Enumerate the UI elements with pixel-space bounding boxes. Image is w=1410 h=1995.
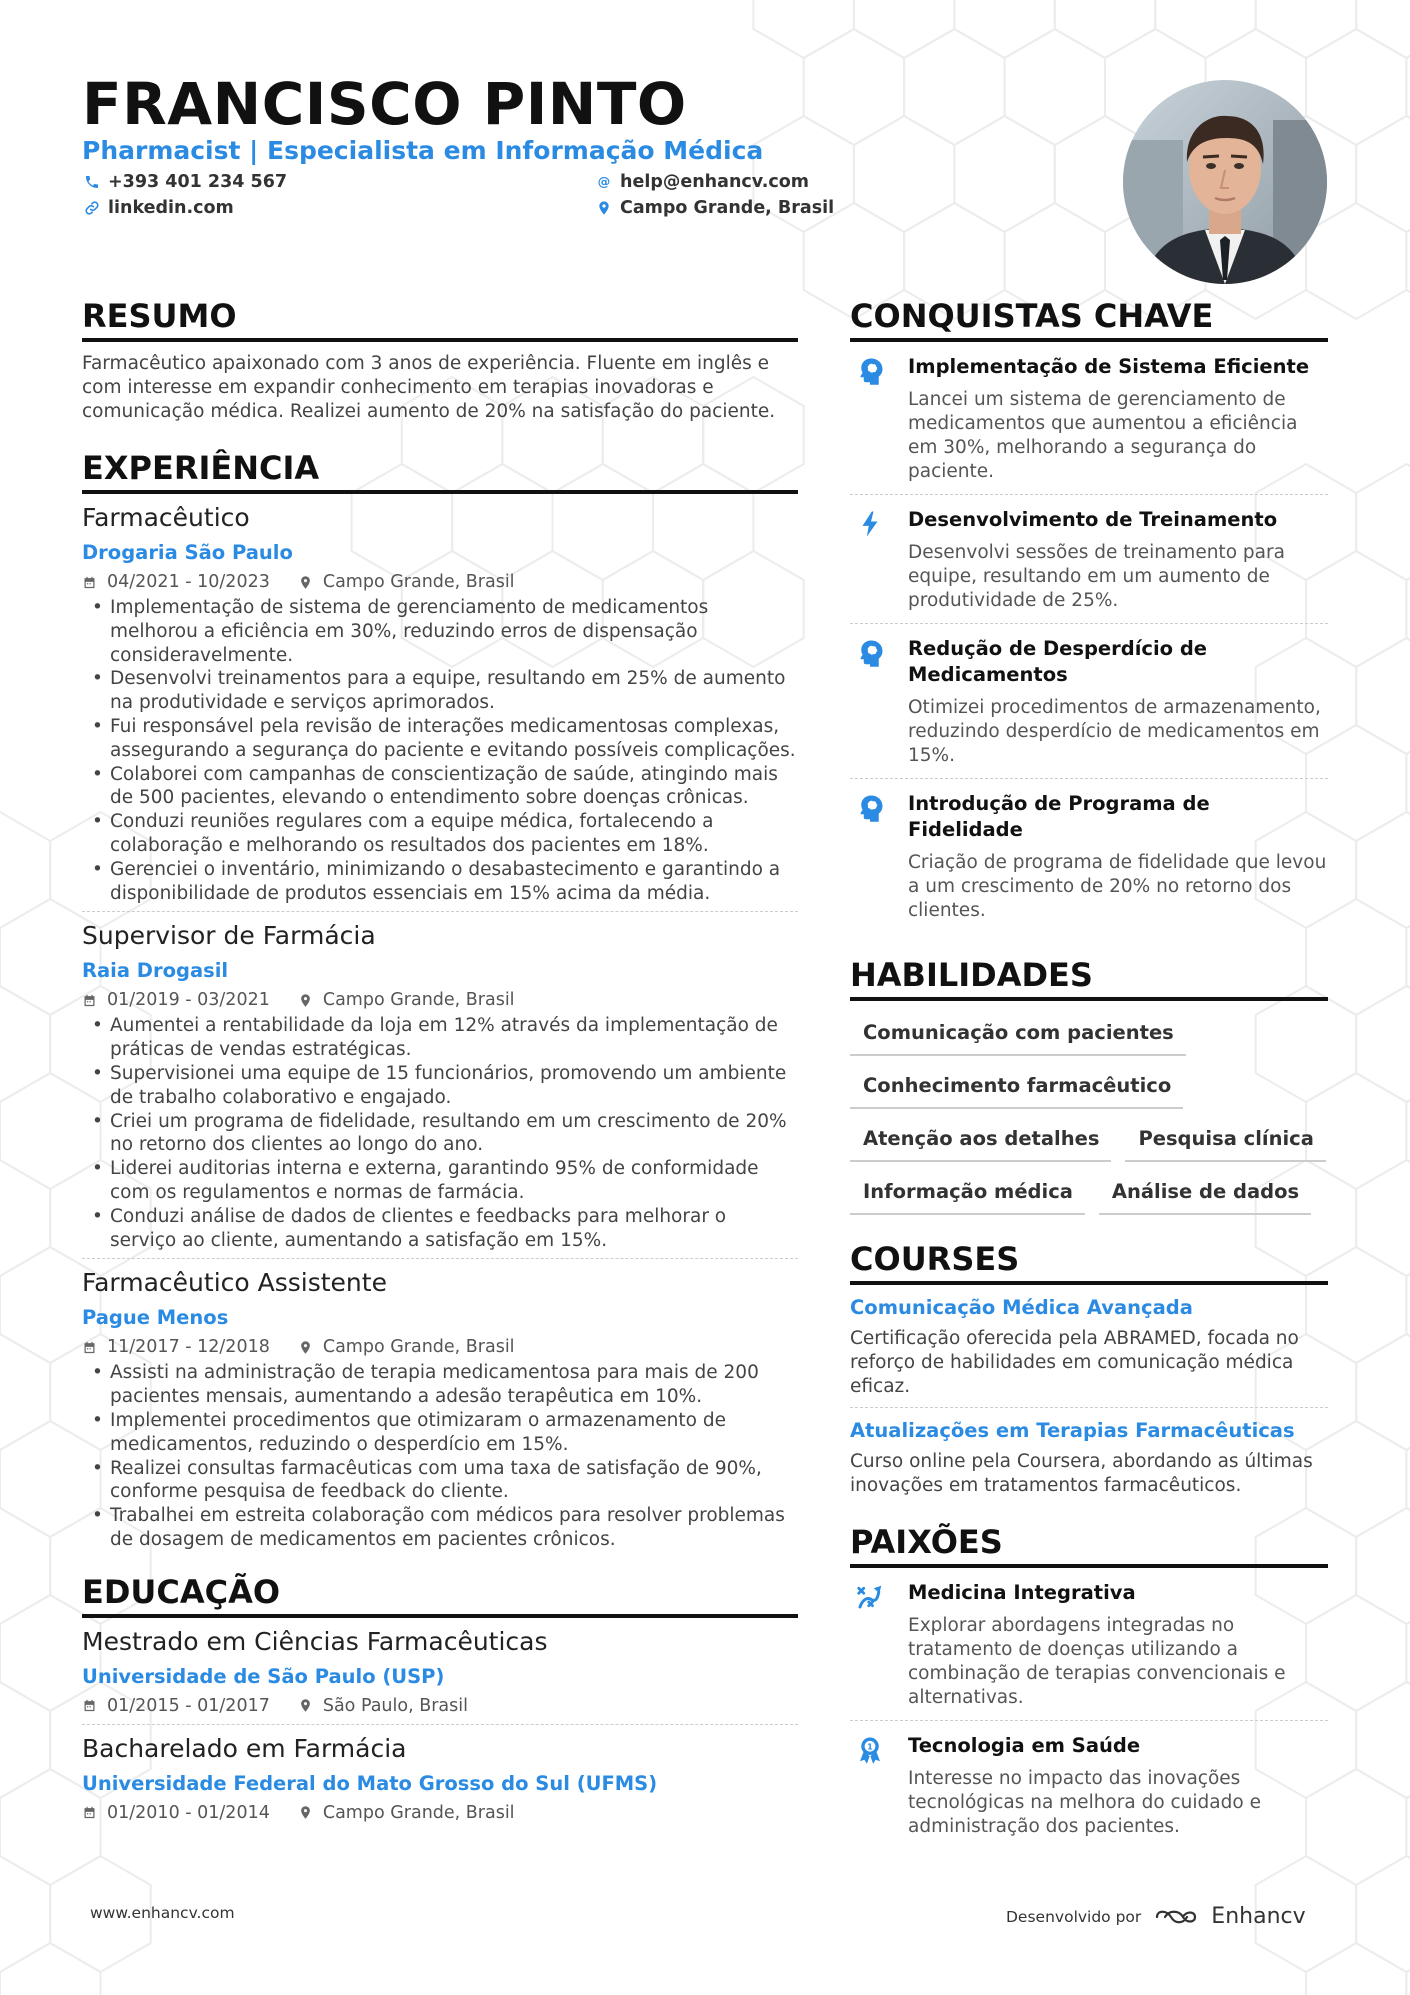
- bullet-item: • Criei um programa de fidelidade, resultando em um crescimento de 20% no retorno dos clientes ao longo do ano.: [82, 1110, 798, 1158]
- right-column: [850, 296, 1328, 1849]
- item-description: Criação de programa de fidelidade que levou a um crescimento de 20% no retorno dos clientes.: [908, 852, 1327, 921]
- location-pin-icon: [298, 993, 313, 1008]
- location-pin-icon: [298, 1805, 313, 1820]
- bullet-item: • Colaborei com campanhas de conscientização de saúde, atingindo mais de 500 pacientes, elevando o entendimento sobre doenças crônicas.: [82, 763, 798, 811]
- date-range: 11/2017 - 12/2018: [107, 1337, 270, 1358]
- passions-list: [850, 1568, 1328, 1849]
- item-description: Lancei um sistema de gerenciamento de medicamentos que aumentou a eficiência em 30%, melhorando a segurança do paciente.: [908, 389, 1298, 482]
- left-column: [82, 296, 798, 1825]
- course-description: Curso online pela Coursera, abordando as últimas inovações em tratamentos farmacêuticos.: [850, 1451, 1313, 1496]
- date-range: 01/2015 - 01/2017: [107, 1695, 270, 1716]
- bullet-item: • Supervisionei uma equipe de 15 funcionários, promovendo um ambiente de trabalho colaborativo e engajado.: [82, 1062, 798, 1110]
- job-bullets: [82, 1361, 798, 1551]
- achievement-item: [850, 624, 1328, 778]
- courses-heading: COURSES: [850, 1239, 1328, 1285]
- item-title: Redução de Desperdício de Medicamentos: [908, 637, 1208, 686]
- date-location-row: [82, 570, 798, 594]
- date-range: 01/2010 - 01/2014: [107, 1802, 270, 1823]
- skill-tag: Comunicação com pacientes: [850, 1017, 1186, 1056]
- achievements-list: [850, 342, 1328, 933]
- linkedin-text: linkedin.com: [108, 198, 234, 218]
- brand-name: Enhancv: [1211, 1904, 1306, 1929]
- bullet-item: • Aumentei a rentabilidade da loja em 12% através da implementação de práticas de vendas estratégicas.: [82, 1014, 798, 1062]
- course-description: Certificação oferecida pela ABRAMED, focada no reforço de habilidades em comunicação médica eficaz.: [850, 1328, 1299, 1397]
- location-pin-icon: [298, 575, 313, 590]
- job-role: Supervisor de Farmácia: [82, 921, 376, 951]
- candidate-name: FRANCISCO PINTO: [82, 70, 687, 138]
- calendar-icon: [82, 1340, 97, 1355]
- course-title[interactable]: Atualizações em Terapias Farmacêuticas: [850, 1419, 1295, 1442]
- bullet-item: • Desenvolvi treinamentos para a equipe, resultando em 25% de aumento na produtividade e serviços aprimorados.: [82, 667, 798, 715]
- enhancv-logo-icon: [1153, 1906, 1199, 1928]
- divider: [850, 1407, 1328, 1408]
- achievements-heading: CONQUISTAS CHAVE: [850, 296, 1328, 342]
- achievement-item: [850, 495, 1328, 623]
- phone-text: +393 401 234 567: [108, 172, 288, 192]
- skill-tag: Conhecimento farmacêutico: [850, 1070, 1183, 1109]
- location: Campo Grande, Brasil: [322, 990, 515, 1011]
- date-location-row: [82, 988, 798, 1012]
- degree: Bacharelado em Farmácia: [82, 1733, 407, 1763]
- location: Campo Grande, Brasil: [322, 1802, 515, 1823]
- degree: Mestrado em Ciências Farmacêuticas: [82, 1626, 548, 1656]
- calendar-icon: [82, 993, 97, 1008]
- bullet-item: • Implementação de sistema de gerenciamento de medicamentos melhorou a eficiência em 30%, reduzindo erros de dispensação consideravelmente.: [82, 596, 798, 667]
- footer-branding: [1006, 1904, 1306, 1929]
- school-name[interactable]: Universidade de São Paulo (USP): [82, 1664, 445, 1688]
- item-description: Explorar abordagens integradas no tratamento de doenças utilizando a combinação de terapias convencionais e alternativas.: [908, 1615, 1286, 1708]
- calendar-icon: [82, 575, 97, 590]
- calendar-icon: [82, 1698, 97, 1713]
- experience-list: [82, 502, 798, 1552]
- strategy-arrow-icon: [850, 1580, 890, 1710]
- location: São Paulo, Brasil: [322, 1695, 468, 1716]
- job-role: Farmacêutico Assistente: [82, 1268, 387, 1298]
- course-title[interactable]: Comunicação Médica Avançada: [850, 1296, 1193, 1319]
- date-range: 04/2021 - 10/2023: [107, 572, 270, 592]
- contact-linkedin[interactable]: [84, 198, 234, 218]
- at-icon: [596, 174, 612, 190]
- passions-heading: PAIXÕES: [850, 1522, 1328, 1568]
- achievement-item: [850, 1568, 1328, 1720]
- skill-tag: Informação médica: [850, 1176, 1085, 1215]
- skill-tag: Pesquisa clínica: [1125, 1123, 1325, 1162]
- brain-head-icon: [850, 636, 890, 768]
- contact-phone[interactable]: [84, 172, 287, 192]
- company-name[interactable]: Pague Menos: [82, 1306, 229, 1330]
- item-title: Medicina Integrativa: [908, 1581, 1136, 1604]
- date-range: 01/2019 - 03/2021: [107, 990, 270, 1011]
- bullet-item: • Conduzi análise de dados de clientes e feedbacks para melhorar o serviço ao cliente, aumentando a satisfação em 15%.: [82, 1205, 798, 1253]
- item-description: Otimizei procedimentos de armazenamento, reduzindo desperdício de medicamentos em 15%.: [908, 697, 1321, 766]
- school-name[interactable]: Universidade Federal do Mato Grosso do Sul (UFMS): [82, 1771, 658, 1795]
- skills-heading: HABILIDADES: [850, 955, 1328, 1001]
- education-heading: EDUCAÇÃO: [82, 1572, 798, 1618]
- location-pin-icon: [298, 1698, 313, 1713]
- bullet-item: • Gerenciei o inventário, minimizando o desabastecimento e garantindo a disponibilidade de produtos essenciais em 15% acima da média.: [82, 858, 798, 906]
- contact-email[interactable]: [596, 172, 809, 192]
- date-location-row: [82, 1694, 798, 1718]
- date-location-row: [82, 1801, 798, 1825]
- divider: [82, 911, 798, 912]
- job-bullets: [82, 1014, 798, 1252]
- company-name[interactable]: Raia Drogasil: [82, 959, 229, 983]
- bullet-item: • Liderei auditorias interna e externa, garantindo 95% de conformidade com os regulamentos e normas de farmácia.: [82, 1157, 798, 1205]
- lightning-bolt-icon: [850, 507, 890, 613]
- bullet-item: • Assisti na administração de terapia medicamentosa para mais de 200 pacientes mensais, aumentando a adesão terapêutica em 10%.: [82, 1361, 798, 1409]
- item-title: Desenvolvimento de Treinamento: [908, 508, 1278, 531]
- location: Campo Grande, Brasil: [322, 572, 515, 592]
- location-pin-icon: [298, 1340, 313, 1355]
- company-name[interactable]: Drogaria São Paulo: [82, 541, 293, 564]
- phone-icon: [84, 174, 100, 190]
- bullet-item: • Trabalhei em estreita colaboração com médicos para resolver problemas de dosagem de medicamentos em pacientes crônicos.: [82, 1504, 798, 1552]
- experience-heading: EXPERIÊNCIA: [82, 448, 798, 494]
- bullet-item: • Implementei procedimentos que otimizaram o armazenamento de medicamentos, reduzindo o desperdício em 15%.: [82, 1409, 798, 1457]
- svg-text:@: @: [597, 174, 611, 189]
- skills-list: [850, 1017, 1328, 1215]
- location-pin-icon: [596, 200, 612, 216]
- svg-text:1: 1: [867, 1741, 873, 1752]
- divider: [82, 1258, 798, 1259]
- skill-tag: Análise de dados: [1099, 1176, 1311, 1215]
- item-description: Desenvolvi sessões de treinamento para equipe, resultando em um aumento de produtividade de 25%.: [908, 542, 1285, 611]
- skill-tag: Atenção aos detalhes: [850, 1123, 1111, 1162]
- powered-by-text: Desenvolvido por: [1006, 1907, 1142, 1926]
- calendar-icon: [82, 1805, 97, 1820]
- location-text: Campo Grande, Brasil: [620, 198, 835, 218]
- summary-text: Farmacêutico apaixonado com 3 anos de experiência. Fluente em inglês e com interesse em expandir conhecimento em terapias inovadoras e comunicação médica. Realizei aumento de 20% na satisfação do paciente.: [82, 353, 776, 422]
- job-bullets: [82, 596, 798, 905]
- bullet-item: • Fui responsável pela revisão de interações medicamentosas complexas, assegurando a segurança do paciente e evitando possíveis complicações.: [82, 715, 798, 763]
- achievement-item: [850, 1721, 1328, 1849]
- bullet-item: • Conduzi reuniões regulares com a equipe médica, fortalecendo a colaboração e melhorando os resultados dos pacientes em 18%.: [82, 810, 798, 858]
- profile-photo: [1123, 80, 1327, 284]
- contact-location: [596, 198, 834, 218]
- candidate-title: Pharmacist | Especialista em Informação Médica: [82, 136, 764, 165]
- link-icon: [84, 200, 100, 216]
- location: Campo Grande, Brasil: [322, 1337, 515, 1358]
- footer-website[interactable]: www.enhancv.com: [90, 1904, 235, 1922]
- brain-head-icon: [850, 354, 890, 484]
- education-list: [82, 1626, 798, 1825]
- email-text: help@enhancv.com: [620, 172, 810, 192]
- item-description: Interesse no impacto das inovações tecnológicas na melhora do cuidado e administração dos pacientes.: [908, 1768, 1261, 1837]
- item-title: Tecnologia em Saúde: [908, 1734, 1141, 1757]
- achievement-item: [850, 342, 1328, 494]
- courses-list: [850, 1295, 1328, 1498]
- summary-heading: RESUMO: [82, 296, 798, 342]
- brain-head-icon: [850, 791, 890, 923]
- job-role: Farmacêutico: [82, 503, 250, 532]
- achievement-item: [850, 779, 1328, 933]
- item-title: Implementação de Sistema Eficiente: [908, 355, 1310, 378]
- date-location-row: [82, 1335, 798, 1359]
- award-ribbon-icon: [850, 1733, 890, 1839]
- divider: [82, 1724, 798, 1725]
- bullet-item: • Realizei consultas farmacêuticas com uma taxa de satisfação de 90%, conforme pesquisa de feedback do cliente.: [82, 1457, 798, 1505]
- item-title: Introdução de Programa de Fidelidade: [908, 792, 1210, 841]
